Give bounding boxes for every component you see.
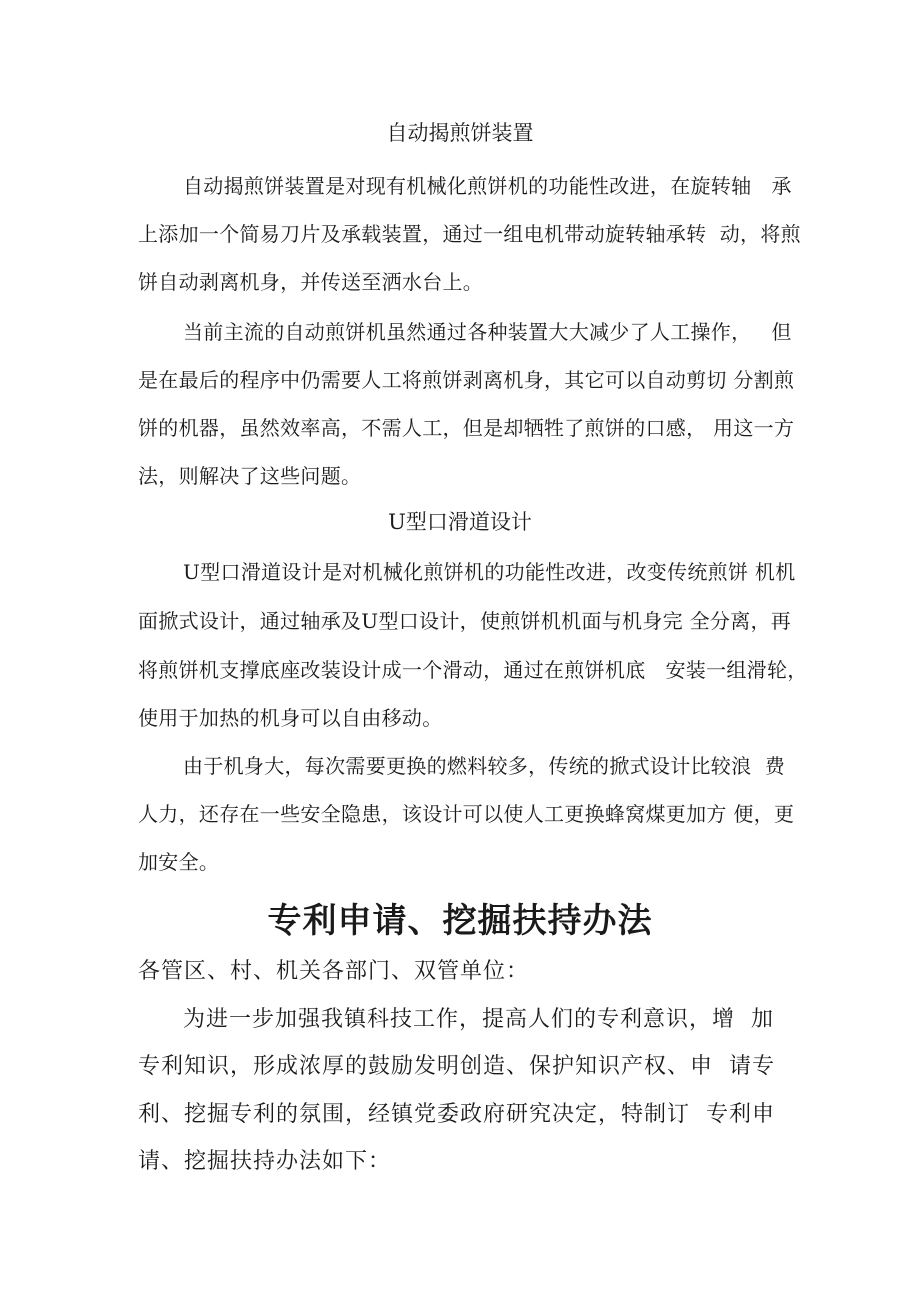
section-title-u-slide-design: U型口滑道设计 (388, 510, 532, 534)
paragraph-line: 上添加一个简易刀片及承载装置，通过一组电机带动旋转轴承转 动，将煎 (138, 222, 801, 246)
paragraph-line: 人力，还存在一些安全隐患，该设计可以使人工更换蜂窝煤更加方 便，更 (138, 802, 795, 826)
paragraph-line: 法，则解决了这些问题。 (138, 464, 362, 488)
document-main-title: 专利申请、挖掘扶持办法 (267, 901, 653, 941)
section-title-auto-pancake-device: 自动揭煎饼装置 (386, 121, 534, 145)
paragraph-line: 自动揭煎饼装置是对现有机械化煎饼机的功能性改进，在旋转轴 承 (183, 174, 792, 198)
paragraph-line: 饼自动剥离机身，并传送至洒水台上。 (138, 270, 484, 294)
paragraph-line: 是在最后的程序中仍需要人工将煎饼剥离机身，其它可以自动剪切 分割煎 (138, 368, 795, 392)
paragraph-line: 为进一步加强我镇科技工作，提高人们的专利意识，增 加 (183, 1007, 774, 1032)
paragraph-line: 面掀式设计，通过轴承及U型口设计，使煎饼机机面与机身完 全分离，再 (138, 609, 792, 633)
paragraph-line: 将煎饼机支撑底座改装设计成一个滑动，通过在煎饼机底 安装一组滑轮， (138, 658, 808, 682)
paragraph-line: 请、挖掘扶持办法如下： (138, 1149, 392, 1174)
paragraph-line: 利、挖掘专利的氛围，经镇党委政府研究决定，特制订 专利申 (138, 1102, 775, 1127)
paragraph-line: U型口滑道设计是对机械化煎饼机的功能性改进，改变传统煎饼 机机 (183, 560, 796, 584)
paragraph-line: 由于机身大，每次需要更换的燃料较多，传统的掀式设计比较浪 费 (183, 754, 786, 778)
paragraph-line: 使用于加热的机身可以自由移动。 (138, 706, 443, 730)
paragraph-line: 当前主流的自动煎饼机虽然通过各种装置大大减少了人工操作， 但 (183, 320, 792, 344)
salutation: 各管区、村、机关各部门、双管单位： (138, 959, 530, 984)
paragraph-line: 饼的机器，虽然效率高，不需人工，但是却牺牲了煎饼的口感， 用这一方 (138, 416, 795, 440)
paragraph-line: 加安全。 (138, 850, 220, 874)
paragraph-line: 专利知识，形成浓厚的鼓励发明创造、保护知识产权、申 请专 (138, 1054, 775, 1079)
